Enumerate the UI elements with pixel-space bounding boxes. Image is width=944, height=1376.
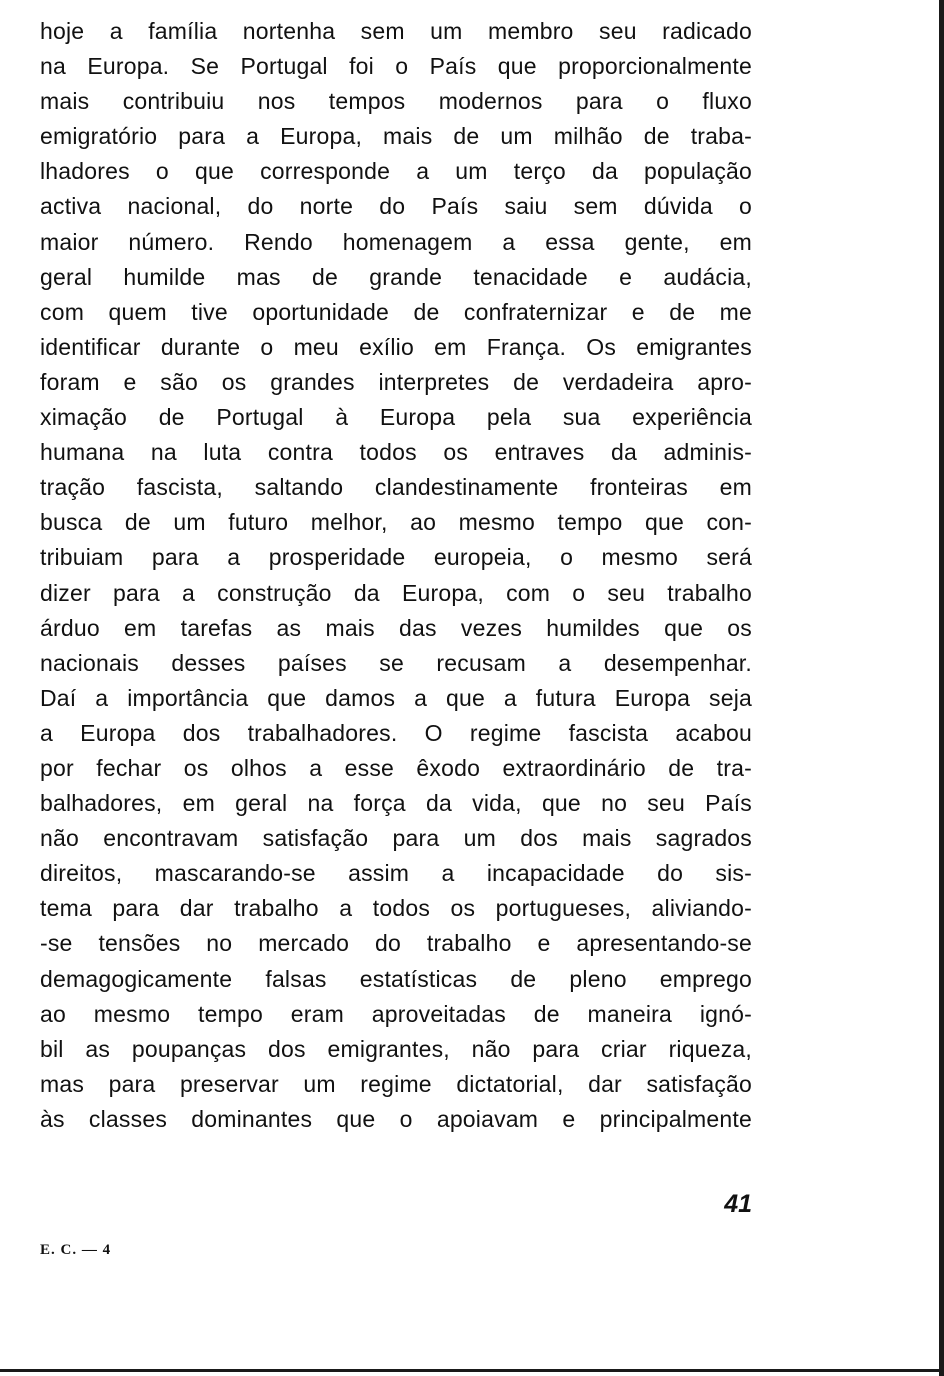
text-line: -se tensões no mercado do trabalho e apresentando-se <box>40 930 752 957</box>
text-line: ao mesmo tempo eram aproveitadas de maneira ignó- <box>40 1000 752 1027</box>
text-line: hoje a família nortenha sem um membro seu radicado <box>40 18 752 44</box>
text-line: foram e são os grandes interpretes de verdadeira apro- <box>40 368 752 395</box>
text-line: às classes dominantes que o apoiavam e principalmente <box>40 1105 752 1132</box>
text-line: com quem tive oportunidade de confraternizar e de me <box>40 298 752 325</box>
text-line: maior número. Rendo homenagem a essa gente, em <box>40 228 752 255</box>
text-line: a Europa dos trabalhadores. O regime fascista acabou <box>40 719 752 746</box>
page-number: 41 <box>724 1190 752 1218</box>
text-line: balhadores, em geral na força da vida, que no seu País <box>40 790 752 817</box>
text-line: dizer para a construção da Europa, com o seu trabalho <box>40 579 752 606</box>
text-line: tema para dar trabalho a todos os portugueses, aliviando- <box>40 895 752 922</box>
text-line: bil as poupanças dos emigrantes, não para criar riqueza, <box>40 1035 752 1062</box>
text-line: Daí a importância que damos a que a futura Europa seja <box>40 684 752 711</box>
body-text <box>40 14 752 1137</box>
text-line: demagogicamente falsas estatísticas de pleno emprego <box>40 965 752 992</box>
text-line: identificar durante o meu exílio em França. Os emigrantes <box>40 333 752 360</box>
text-line: tração fascista, saltando clandestinamente fronteiras em <box>40 474 752 501</box>
text-line: activa nacional, do norte do País saiu sem dúvida o <box>40 193 752 220</box>
text-line: geral humilde mas de grande tenacidade e audácia, <box>40 263 752 290</box>
text-line: ximação de Portugal à Europa pela sua experiência <box>40 404 752 431</box>
text-line: tribuiam para a prosperidade europeia, o mesmo será <box>40 544 752 571</box>
text-line: mais contribuiu nos tempos modernos para o fluxo <box>40 88 752 115</box>
text-line: não encontravam satisfação para um dos mais sagrados <box>40 825 752 852</box>
text-line: árduo em tarefas as mais das vezes humildes que os <box>40 614 752 641</box>
text-line: emigratório para a Europa, mais de um milhão de traba- <box>40 123 752 150</box>
text-line: humana na luta contra todos os entraves da adminis- <box>40 439 752 466</box>
text-line: por fechar os olhos a esse êxodo extraordinário de tra- <box>40 754 752 781</box>
text-line: na Europa. Se Portugal foi o País que proporcionalmente <box>40 53 752 80</box>
page-edge-rule <box>939 0 944 1376</box>
page-bottom-rule <box>0 1369 944 1372</box>
text-line: mas para preservar um regime dictatorial, dar satisfação <box>40 1070 752 1097</box>
text-line: busca de um futuro melhor, ao mesmo tempo que con- <box>40 509 752 536</box>
printer-signature: E. C. — 4 <box>40 1242 112 1258</box>
text-line: lhadores o que corresponde a um terço da população <box>40 158 752 185</box>
text-line: nacionais desses países se recusam a desempenhar. <box>40 649 752 676</box>
text-line: direitos, mascarando-se assim a incapacidade do sis- <box>40 860 752 887</box>
